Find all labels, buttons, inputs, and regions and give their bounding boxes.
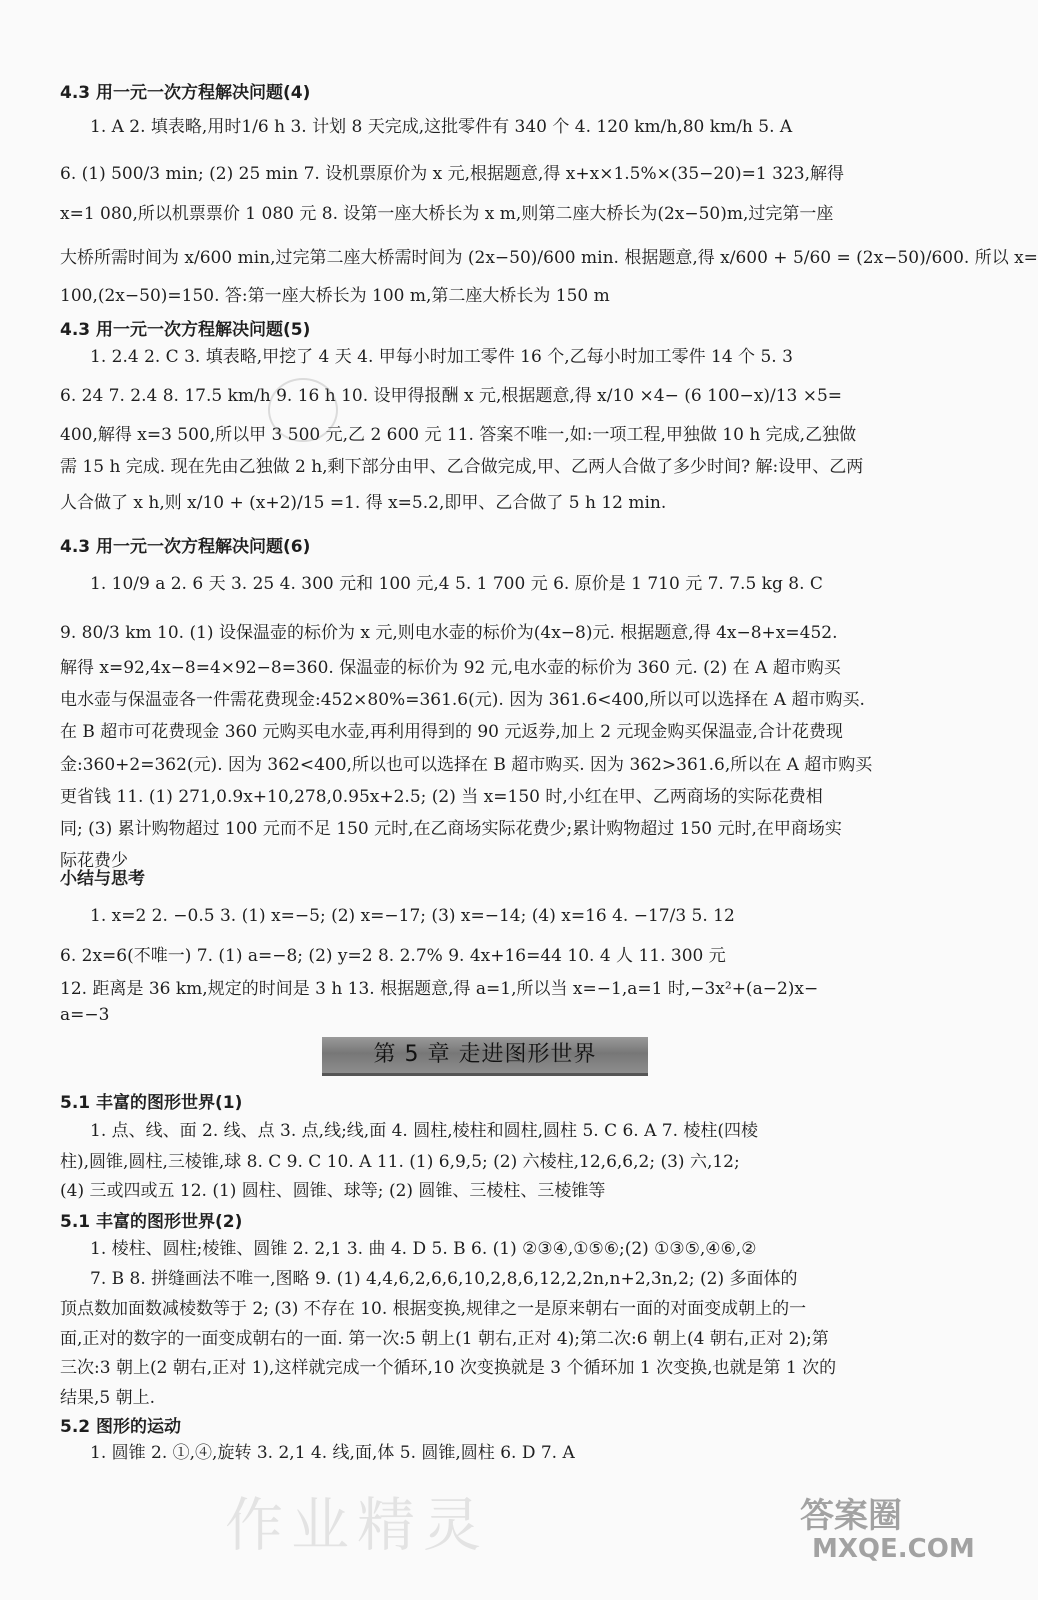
answer-line: 人合做了 x h,则 x/10 + (x+2)/15 =1. 得 x=5.2,即甲、乙合做了 5 h 12 min. bbox=[60, 493, 667, 513]
section-title: 4.3 用一元一次方程解决问题(6) bbox=[60, 537, 311, 557]
answer-line: 电水壶与保温壶各一件需花费现金:452×80%=361.6(元). 因为 361.6<400,所以可以选择在 A 超市购买. bbox=[60, 690, 865, 710]
answer-line: 1. x=2 2. −0.5 3. (1) x=−5; (2) x=−17; (3) x=−14; (4) x=16 4. −17/3 5. 12 bbox=[90, 906, 735, 926]
answer-line: 1. 10/9 a 2. 6 天 3. 25 4. 300 元和 100 元,4 5. 1 700 元 6. 原价是 1 710 元 7. 7.5 kg 8. C bbox=[90, 574, 823, 594]
section-title: 小结与思考 bbox=[60, 869, 145, 889]
answer-line: 1. 2.4 2. C 3. 填表略,甲挖了 4 天 4. 甲每小时加工零件 16 个,乙每小时加工零件 14 个 5. 3 bbox=[90, 347, 793, 367]
answer-line: 1. 点、线、面 2. 线、点 3. 点,线;线,面 4. 圆柱,棱柱和圆柱,圆柱 5. C 6. A 7. 棱柱(四棱 bbox=[90, 1121, 759, 1141]
answer-line: 同; (3) 累计购物超过 100 元而不足 150 元时,在乙商场实际花费少;累计购物超过 150 元时,在甲商场实 bbox=[60, 819, 842, 839]
answer-line: 6. 24 7. 2.4 8. 17.5 km/h 9. 16 h 10. 设甲得报酬 x 元,根据题意,得 x/10 ×4− (6 100−x)/13 ×5= bbox=[60, 386, 843, 406]
answer-line: 顶点数加面数减棱数等于 2; (3) 不存在 10. 根据变换,规律之一是原来朝右一面的对面变成朝上的一 bbox=[60, 1299, 807, 1319]
answer-line: 9. 80/3 km 10. (1) 设保温壶的标价为 x 元,则电水壶的标价为(4x−8)元. 根据题意,得 4x−8+x=452. bbox=[60, 623, 838, 643]
answer-line: 1. 圆锥 2. ①,④,旋转 3. 2,1 4. 线,面,体 5. 圆锥,圆柱 6. D 7. A bbox=[90, 1443, 575, 1463]
answer-line: 金:360+2=362(元). 因为 362<400,所以也可以选择在 B 超市购买. 因为 362>361.6,所以在 A 超市购买 bbox=[60, 755, 873, 775]
answer-line: (4) 三或四或五 12. (1) 圆柱、圆锥、球等; (2) 圆锥、三棱柱、三棱锥等 bbox=[60, 1181, 606, 1201]
answer-line: 际花费少 bbox=[60, 851, 128, 871]
section-title: 4.3 用一元一次方程解决问题(5) bbox=[60, 320, 311, 340]
answer-line: 1. 棱柱、圆柱;棱锥、圆锥 2. 2,1 3. 曲 4. D 5. B 6. (1) ②③④,①⑤⑥;(2) ①③⑤,④⑥,② bbox=[90, 1239, 757, 1259]
watermark-text: 作业精灵 bbox=[225, 1491, 490, 1559]
answer-line: a=−3 bbox=[60, 1005, 110, 1025]
section-title: 5.1 丰富的图形世界(1) bbox=[60, 1093, 243, 1113]
answer-line: 面,正对的数字的一面变成朝右的一面. 第一次:5 朝上(1 朝右,正对 4);第二次:6 朝上(4 朝右,正对 2);第 bbox=[60, 1329, 829, 1349]
answer-line: 1. A 2. 填表略,用时1/6 h 3. 计划 8 天完成,这批零件有 340 个 4. 120 km/h,80 km/h 5. A bbox=[90, 117, 793, 137]
chapter-banner bbox=[322, 1037, 648, 1076]
answer-line: 更省钱 11. (1) 271,0.9x+10,278,0.95x+2.5; (2) 当 x=150 时,小红在甲、乙两商场的实际花费相 bbox=[60, 787, 823, 807]
answer-line: 7. B 8. 拼缝画法不唯一,图略 9. (1) 4,4,6,2,6,6,10,2,8,6,12,2,2n,n+2,3n,2; (2) 多面体的 bbox=[90, 1269, 798, 1289]
chapter-title: 第 5 章 走进图形世界 bbox=[373, 1042, 597, 1067]
section-title: 5.2 图形的运动 bbox=[60, 1417, 182, 1437]
answer-line: 柱),圆锥,圆柱,三棱锥,球 8. C 9. C 10. A 11. (1) 6,9,5; (2) 六棱柱,12,6,6,2; (3) 六,12; bbox=[60, 1152, 740, 1172]
watermark-logo: 答案圈 bbox=[800, 1496, 902, 1536]
answer-line: 三次:3 朝上(2 朝右,正对 1),这样就完成一个循环,10 次变换就是 3 个循环加 1 次变换,也就是第 1 次的 bbox=[60, 1358, 837, 1378]
answer-line: 400,解得 x=3 500,所以甲 3 500 元,乙 2 600 元 11. 答案不唯一,如:一项工程,甲独做 10 h 完成,乙独做 bbox=[60, 425, 857, 445]
answer-line: 6. (1) 500/3 min; (2) 25 min 7. 设机票原价为 x 元,根据题意,得 x+x×1.5%×(35−20)=1 323,解得 bbox=[60, 164, 844, 184]
stamp-watermark bbox=[268, 378, 338, 442]
answer-line: 结果,5 朝上. bbox=[60, 1388, 156, 1408]
answer-line: 大桥所需时间为 x/600 min,过完第二座大桥需时间为 (2x−50)/600 min. 根据题意,得 x/600 + 5/60 = (2x−50)/600. 所以 x= bbox=[60, 248, 1038, 268]
watermark-url: MXQE.COM bbox=[812, 1534, 975, 1564]
section-title: 5.1 丰富的图形世界(2) bbox=[60, 1212, 243, 1232]
section-title: 4.3 用一元一次方程解决问题(4) bbox=[60, 83, 311, 103]
answer-line: 12. 距离是 36 km,规定的时间是 3 h 13. 根据题意,得 a=1,所以当 x=−1,a=1 时,−3x²+(a−2)x− bbox=[60, 979, 819, 999]
answer-line: 6. 2x=6(不唯一) 7. (1) a=−8; (2) y=2 8. 2.7% 9. 4x+16=44 10. 4 人 11. 300 元 bbox=[60, 946, 726, 966]
answer-line: 在 B 超市可花费现金 360 元购买电水壶,再利用得到的 90 元返券,加上 2 元现金购买保温壶,合计花费现 bbox=[60, 722, 843, 742]
answer-line: 100,(2x−50)=150. 答:第一座大桥长为 100 m,第二座大桥长为 150 m bbox=[60, 286, 610, 306]
answer-line: 解得 x=92,4x−8=4×92−8=360. 保温壶的标价为 92 元,电水壶的标价为 360 元. (2) 在 A 超市购买 bbox=[60, 658, 841, 678]
answer-line: 需 15 h 完成. 现在先由乙独做 2 h,剩下部分由甲、乙合做完成,甲、乙两人合做了多少时间? 解:设甲、乙两 bbox=[60, 457, 864, 477]
answer-line: x=1 080,所以机票票价 1 080 元 8. 设第一座大桥长为 x m,则第二座大桥长为(2x−50)m,过完第一座 bbox=[60, 204, 834, 224]
